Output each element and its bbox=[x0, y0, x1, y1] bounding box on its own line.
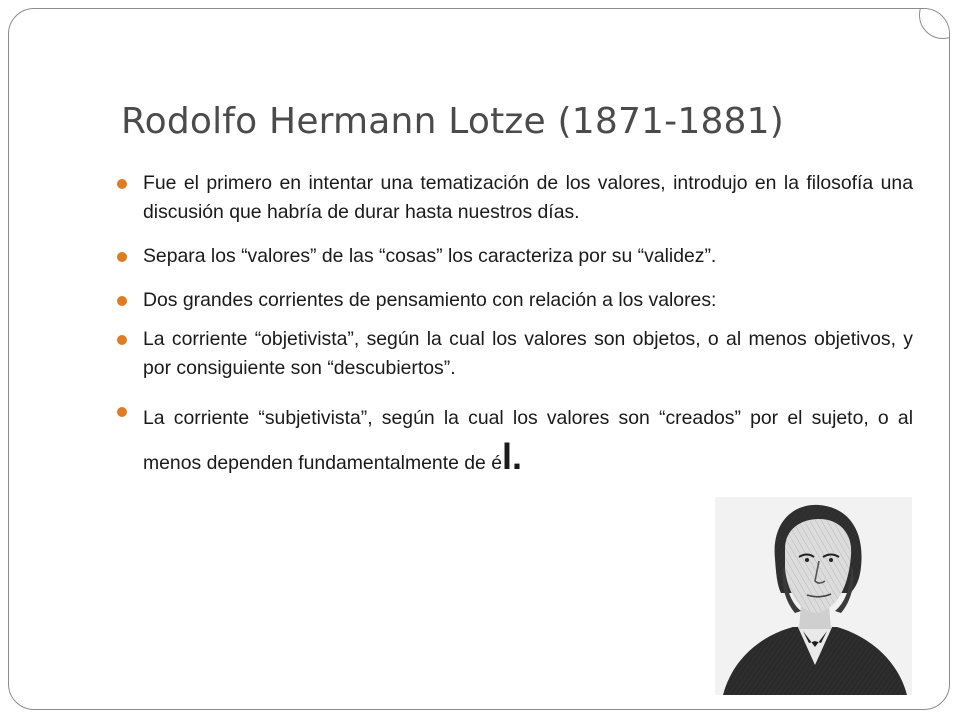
bullet-text: La corriente “objetivista”, según la cual los valores son objetos, o al menos objetivos, y por consiguiente son “descubiertos”. bbox=[143, 328, 913, 379]
slide-frame bbox=[8, 8, 950, 710]
bullet-dot-icon bbox=[117, 335, 127, 345]
bullet-list bbox=[117, 169, 913, 499]
bullet-item bbox=[117, 325, 913, 383]
bullet-tail-text: l. bbox=[502, 436, 523, 477]
bullet-item bbox=[117, 397, 913, 484]
bullet-text: La corriente “subjetivista”, según la cual los valores son “creados” por el sujeto, o al menos dependen fundamentalmente de é bbox=[143, 407, 913, 474]
portrait-image bbox=[715, 497, 912, 695]
bullet-dot-icon bbox=[117, 296, 127, 306]
slide-title: Rodolfo Hermann Lotze (1871-1881) bbox=[121, 101, 785, 142]
bullet-dot-icon bbox=[117, 179, 127, 189]
bullet-text: Dos grandes corrientes de pensamiento con relación a los valores: bbox=[143, 289, 717, 311]
bullet-item bbox=[117, 169, 913, 227]
bullet-dot-icon bbox=[117, 407, 127, 417]
corner-tab bbox=[919, 8, 950, 39]
bullet-item bbox=[117, 286, 913, 315]
bullet-dot-icon bbox=[117, 252, 127, 262]
bullet-item bbox=[117, 242, 913, 271]
bullet-text: Fue el primero en intentar una tematización de los valores, introdujo en la filosofía una discusión que habría de durar hasta nuestros días. bbox=[143, 172, 913, 223]
portrait-engraving-icon bbox=[715, 497, 912, 695]
bullet-text: Separa los “valores” de las “cosas” los caracteriza por su “validez”. bbox=[143, 245, 717, 267]
